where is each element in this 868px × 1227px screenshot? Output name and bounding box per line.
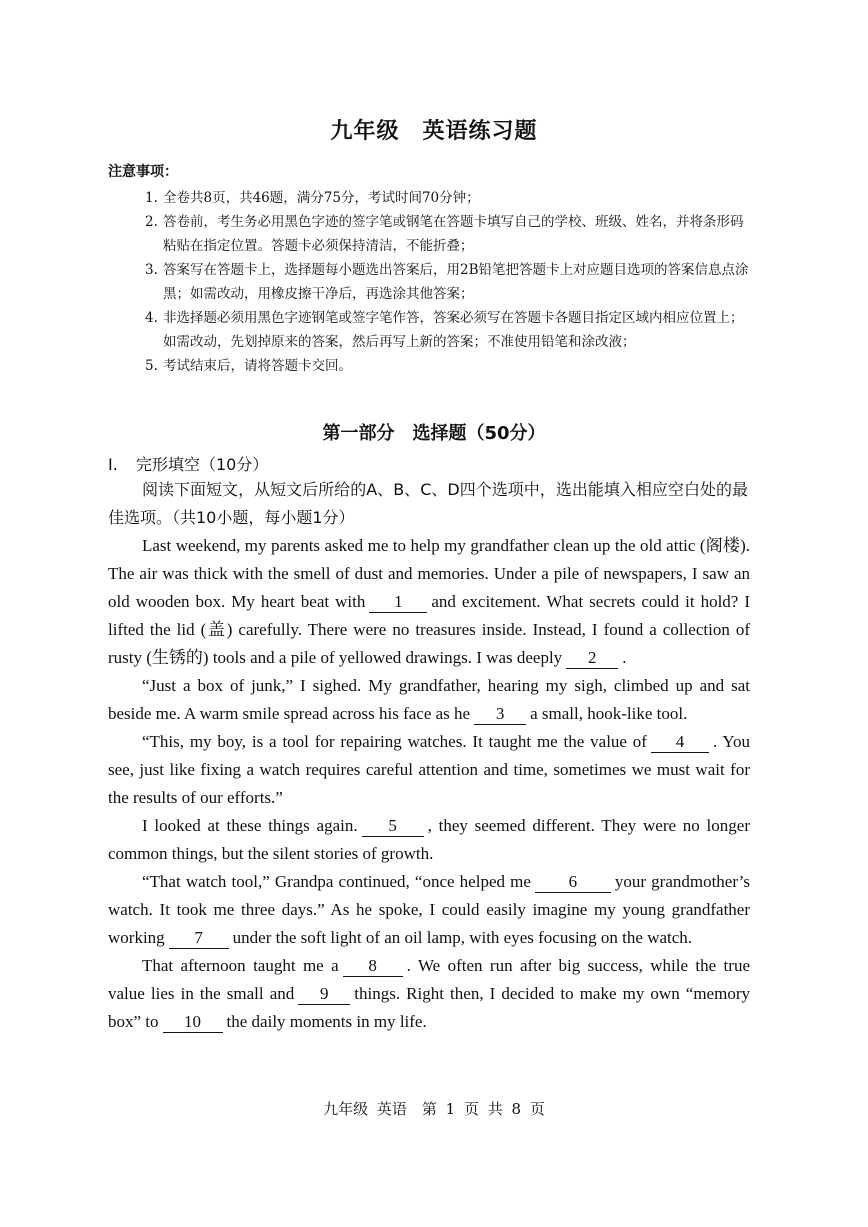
passage-text: . You see, just like fixing a watch requires careful attention and time, sometimes we must wait for the results of our efforts.” xyxy=(108,732,750,807)
notice-item-text: 非选择题必须用黑色字迹钢笔或签字笔作答，答案必须写在答题卡各题目指定区域内相应位置上；如需改动，先划掉原来的答案，然后再写上新的答案；不准使用铅笔和涂改液； xyxy=(163,310,744,350)
notice-item-number: 4. xyxy=(145,310,158,326)
passage-paragraph xyxy=(108,812,750,868)
page-footer: 九年级 英语 第 1 页 共 8 页 xyxy=(323,1100,545,1118)
page-title: 九年级 英语练习题 xyxy=(330,119,538,144)
notice-item-number: 5. xyxy=(145,358,158,374)
section-number: I. xyxy=(108,455,118,474)
notice-item xyxy=(145,306,750,354)
notice-item-number: 3. xyxy=(145,262,158,278)
passage-text: things. Right then, I decided to make my own “memory box” to xyxy=(108,984,750,1031)
passage-paragraph xyxy=(108,952,750,1036)
cloze-passage xyxy=(108,532,750,1036)
passage-text: the daily moments in my life. xyxy=(226,1012,427,1031)
blank-7: 7 xyxy=(169,928,229,949)
section-title: 完形填空（10分） xyxy=(136,455,269,474)
blank-10: 10 xyxy=(163,1012,223,1033)
section-instructions: 阅读下面短文，从短文后所给的A、B、C、D四个选项中，选出能填入相应空白处的最佳选项。（共10小题，每小题1分） xyxy=(108,480,748,527)
passage-text: “That watch tool,” Grandpa continued, “once helped me xyxy=(142,872,531,891)
passage-paragraph xyxy=(108,672,750,728)
blank-8: 8 xyxy=(343,956,403,977)
blank-2: 2 xyxy=(566,648,618,669)
passage-paragraph xyxy=(108,532,750,672)
notice-heading: 注意事项： xyxy=(108,164,178,180)
passage-text: and excitement. What secrets could it hold? I lifted the lid (盖) carefully. There were no treasures inside. Instead, I found a collection of rusty (生锈的) tools and a pile of yellowed drawings. I was deeply xyxy=(108,592,750,667)
passage-text: a small, hook-like tool. xyxy=(530,704,688,723)
passage-text: . xyxy=(622,648,627,667)
notice-item xyxy=(145,258,750,306)
passage-text: Last weekend, my parents asked me to help my grandfather clean up the old attic (阁楼). The air was thick with the smell of dust and memories. Under a pile of newspapers, I saw an old wooden box. My heart beat with xyxy=(108,536,750,611)
passage-text: “This, my boy, is a tool for repairing watches. It taught me the value of xyxy=(142,732,647,751)
blank-1: 1 xyxy=(369,592,427,613)
passage-text: , they seemed different. They were no longer common things, but the silent stories of growth. xyxy=(108,816,750,863)
passage-paragraph xyxy=(108,728,750,812)
notice-item xyxy=(145,354,750,378)
notice-item-number: 1. xyxy=(145,190,158,206)
passage-text: under the soft light of an oil lamp, with eyes focusing on the watch. xyxy=(232,928,693,947)
passage-text: . We often run after big success, while the true value lies in the small and xyxy=(108,956,750,1003)
passage-paragraph xyxy=(108,868,750,952)
passage-text: I looked at these things again. xyxy=(142,816,358,835)
notice-item-text: 考试结束后，请将答题卡交回。 xyxy=(163,358,352,374)
notice-item-text: 答卷前，考生务必用黑色字迹的签字笔或钢笔在答题卡填写自己的学校、班级、姓名，并将条形码粘贴在指定位置。答题卡必须保持清洁，不能折叠； xyxy=(163,214,744,254)
passage-text: your grandmother’s watch. It took me three days.” As he spoke, I could easily imagine my young grandfather working xyxy=(108,872,750,947)
notice-item-text: 答案写在答题卡上，选择题每小题选出答案后，用2B铅笔把答题卡上对应题目选项的答案信息点涂黑；如需改动，用橡皮擦干净后，再选涂其他答案； xyxy=(163,262,749,302)
blank-9: 9 xyxy=(298,984,350,1005)
blank-5: 5 xyxy=(362,816,424,837)
notice-item-text: 全卷共8页，共46题，满分75分，考试时间70分钟； xyxy=(163,190,480,206)
notice-item xyxy=(145,210,750,258)
blank-3: 3 xyxy=(474,704,526,725)
blank-6: 6 xyxy=(535,872,611,893)
blank-4: 4 xyxy=(651,732,709,753)
section-heading xyxy=(108,452,268,475)
notice-list xyxy=(145,186,750,378)
passage-text: “Just a box of junk,” I sighed. My grandfather, hearing my sigh, climbed up and sat beside me. A warm smile spread across his face as he xyxy=(108,676,750,723)
notice-item-number: 2. xyxy=(145,214,158,230)
part-heading: 第一部分 选择题（50分） xyxy=(322,423,546,444)
notice-item xyxy=(145,186,750,210)
passage-text: That afternoon taught me a xyxy=(142,956,339,975)
